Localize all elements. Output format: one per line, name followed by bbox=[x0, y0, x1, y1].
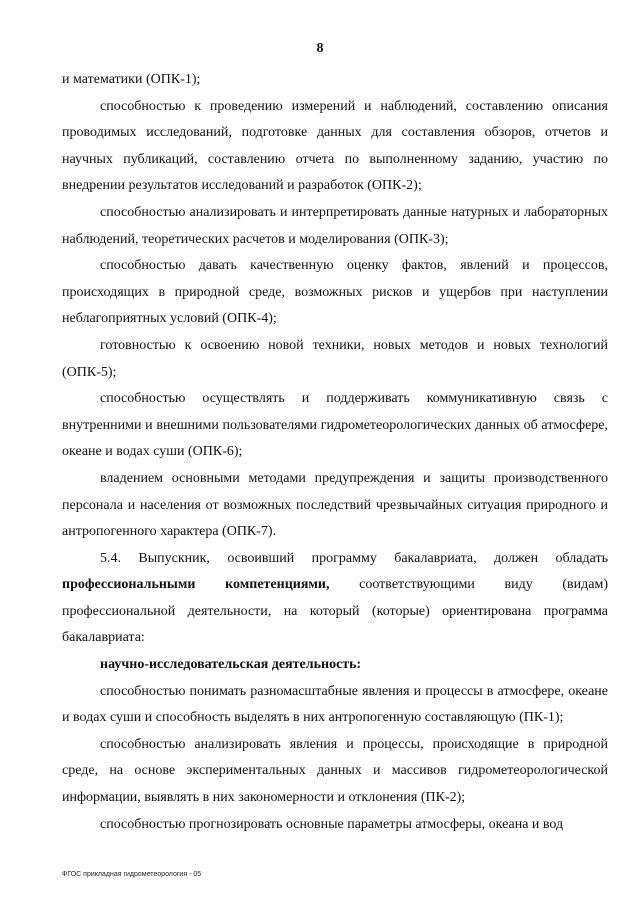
paragraph-opk5: готовностью к освоению новой техники, новых методов и новых технологий (ОПК-5); bbox=[62, 337, 608, 380]
paragraph-opk4: способностью давать качественную оценку фактов, явлений и процессов, происходящих в природной среде, возможных рисков и ущербов при наступлении неблагоприятных условий (ОПК-4); bbox=[62, 258, 608, 327]
document-body bbox=[62, 67, 608, 838]
section-5-4-rest: соответствующими виду (видам) профессиональной деятельности, на который (которые) ориентирована программа бакалавриата: bbox=[62, 577, 608, 646]
page-number: 8 bbox=[316, 41, 324, 56]
paragraph-pk2: способностью анализировать явления и процессы, происходящие в природной среде, на основе экспериментальных данных и массивов гидрометеорологической информации, выявлять в них закономерности и отклонения (ПК-2); bbox=[62, 736, 608, 806]
paragraph-pk1: способностью понимать разномасштабные явления и процессы в атмосфере, океане и водах суши и способность выделять в них антропогенную составляющую (ПК-1); bbox=[62, 683, 608, 726]
section-5-4-intro: 5.4. Выпускник, освоивший программу бакалавриата, должен обладать bbox=[100, 550, 608, 566]
professional-competencies-term: профессиональными компетенциями, bbox=[62, 577, 330, 593]
paragraph-opk6: способностью осуществлять и поддерживать коммуникативную связь с внутренними и внешними пользователями гидрометеорологических данных об атмосфере, океане и водах суши (ОПК-6); bbox=[62, 391, 608, 460]
activity-heading: научно-исследовательская деятельность: bbox=[100, 657, 362, 673]
paragraph-pk3-start: способностью прогнозировать основные параметры атмосферы, океана и вод bbox=[100, 816, 564, 832]
page-footer: ФГОС прикладная гидрометеорология - 05 bbox=[62, 871, 202, 878]
paragraph-opk7: владением основными методами предупреждения и защиты производственного персонала и населения от возможных последствий чрезвычайных ситуация природного и антропогенного характера (ОПК-7). bbox=[62, 470, 608, 540]
paragraph-section-5-4 bbox=[62, 546, 608, 652]
paragraph-opk1-end: и математики (ОПК-1); bbox=[62, 72, 201, 87]
paragraph-opk2: способностью к проведению измерений и наблюдений, составлению описания проводимых исследований, подготовке данных для составления обзоров, отчетов и научных публикаций, составлению отчета по выполненному заданию, участию по внедрении результатов исследований и разработок (ОПК-2); bbox=[62, 98, 608, 194]
paragraph-opk3: способностью анализировать и интерпретировать данные натурных и лабораторных наблюдений, теоретических расчетов и моделирования (ОПК-3); bbox=[62, 204, 608, 247]
